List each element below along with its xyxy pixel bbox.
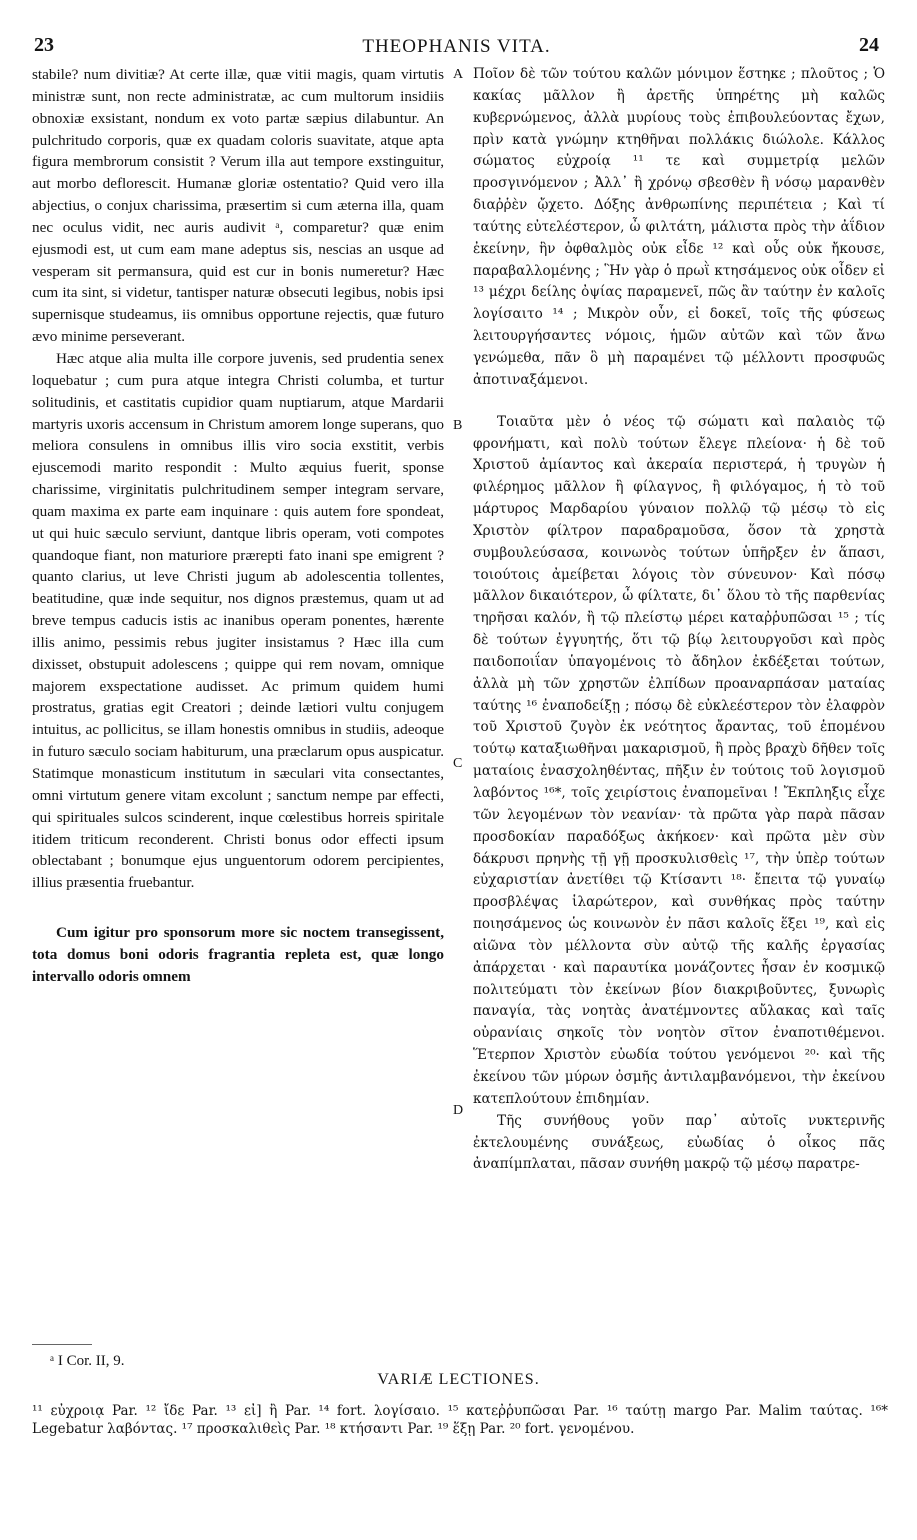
page-header: [34, 34, 879, 60]
variae-lectiones-notes: ¹¹ εὐχροιᾳ Par. ¹² ἴδε Par. ¹³ εἰ] ἢ Par. ¹⁴ fort. λογίσαιο. ¹⁵ κατεῤῥυπῶσαι Par. ¹⁶ ταύτῃ margo Par. Malim ταύτας. ¹⁶* Legebatur λαβόντας. ¹⁷ προσκαλιθεὶς Par. ¹⁸ κτήσαντι Par. ¹⁹ ἕξῃ Par. ²⁰ fort. γενομένου.: [32, 1403, 888, 1437]
latin-paragraph-2: Hæc atque alia multa ille corpore juvenis, sed prudentia senex loquebatur ; cum pura atque integra Christi columba, et turtur solitudinis, et castitatis cupidior quam nuptiarum, atque Mardarii martyris uxoris accensum in Christum amorem longe superans, quo meliora consulens in omnibus illis viro socia exstitit, verbis ejuscemodi marito respondit : Multo æquius fuerit, sponse charissime, virginitatis pulchritudinem semper integram servare, quam maxima ex parte eam inquinare : quis autem fore spondeat, ut qui huic sæculo serviunt, dantque libris operam, voti compotes quandoque fiant, non maturiore prærepti fato inani spe emigrent ? quanto clarius, ut leve Christi jugum ab adolescentia tollentes, beatitudine, quæ inde sequitur, nos dignos præstemus, quam ut ad breve tempus caducis istis ac inanibus operam ponentes, hærente illis animo, pessimis rebus jugiter insistamus ? Hæc illa cum dixisset, obstupuit adolescens ; quippe qui rem novam, omnique majorem exspectatione audisset. Ac primum quidem humi prostratus, gratias egit Creatori ; deinde lætiori vultu conjugem intuitus, ac pollicitus, se illam honestis omnibus in studiis, adeoque in futuro sæculo sociam habiturum, una præclarum opus auspicatur. Statimque monasticum institutum in sæculari vita consectantes, omni virtutum genere vitam excolunt ; sanctum nempe par effecti, qui spirituales sulcos scinderent, inque cœlestibus horreis spiritale itidem triticum reconderent. Christi bonus odor effecti ipsum oblectabant ; bonumque ejus unguentorum odorem percipientes, illius præsentia fruebantur.: [32, 349, 444, 892]
greek-column: [473, 64, 885, 1176]
margin-letter-d: D: [453, 1103, 464, 1118]
right-page-number: 24: [859, 34, 879, 56]
latin-paragraph-1: stabile? num divitiæ? At certe illæ, quæ vitii magis, quam virtutis ministræ sunt, non recte administratæ, ac cum multorum insidiis obnoxiæ exsistant, nondum ex voto partæ sæpius dilabuntur. An pulchritudo corporis, quæ ex quadam coloris suavitate, atque apta figura membrorum consistit ? Verum illa aut tempore exstinguitur, aut morbo deflorescit. Humanæ gloriæ ostentatio? Quid vero illa abjectius, o conjux charissima, præsertim si cum æterna illa, quam nec oculus vidit, nec auris audivit ᵃ, comparetur? quæ enim ejusmodi est, ut cum eam mane adeptus sis, nescias an usque ad vesperam sit permansura, quid est cur in bonis numeretur? Hæc cum ita sint, si videtur, tantisper naturæ obsecuti legibus, nobis ipsi supernisque studeamus, iis omnibus opportune rejectis, quæ futuro ævo minime perseverant.: [32, 66, 444, 346]
latin-column: [32, 64, 444, 988]
left-page-number: 23: [34, 34, 54, 56]
running-title: THEOPHANIS VITA.: [362, 36, 551, 57]
greek-paragraph-1: Ποῖον δὲ τῶν τούτου καλῶν μόνιμον ἕστηκε ; πλοῦτος ; Ὁ κακίας μᾶλλον ἢ ἀρετῆς ὑπηρέτης μὴ καλῶς κυβερνώμενος, ἀλλὰ μυρίους τοὺς ἐπιβουλεύοντας ἔχων, πρὶν κατὰ γνώμην κτηθῆναι πολλάκις διώλολε. Κάλλος σώματος εὐχροίᾳ ¹¹ τε καὶ συμμετρίᾳ μελῶν προσγινόμενον ; Ἀλλ᾽ ἢ χρόνῳ σβεσθὲν ἢ νόσῳ μαρανθὲν διαῤῥὲν ᾤχετο. Δόξης ἀνθρωπίνης περιπέτεια ; Καὶ τί ταύτης εὐτελέστερον, ὦ φιλτάτη, μάλιστα πρὸς τὴν ἀΐδιον ἐκείνην, ἣν ὀφθαλμὸς οὐκ εἶδε ¹² καὶ οὖς οὐκ ἤκουσε, παραβαλλομένης ; Ἣν γὰρ ὁ πρωῒ κτησάμενος οὐκ οἶδεν εἰ ¹³ μέχρι δείλης ὀψίας παραμενεῖ, πῶς ἂν ταύτην ἐν καλοῖς λογίσαιτο ¹⁴ ; Μικρὸν οὖν, εἰ δοκεῖ, τοῖς τῆς φύσεως λειτουργήσαντες νόμοις, ἡμῶν αὐτῶν καὶ τῶν ἄνω γενώμεθα, πᾶν ὃ μὴ παραμένει τῷ μέλλοντι προσφυῶς ἀποτιναξάμενοι.: [473, 66, 885, 388]
margin-letter-b: B: [453, 418, 463, 433]
latin-paragraph-3: Cum igitur pro sponsorum more sic noctem transegissent, tota domus boni odoris fragrantia repleta est, quæ longo intervallo odoris omnem: [32, 924, 444, 985]
greek-paragraph-3: Τῆς συνήθους γοῦν παρ᾽ αὐτοῖς νυκτερινῆς ἐκτελουμένης συνάξεως, εὐωδίας ὁ οἶκος πᾶς ἀναπίμπλαται, πᾶσαν συνήθη μακρῷ τῷ μέσῳ παρατρε-: [473, 1112, 885, 1173]
footnote: ᵃ I Cor. II, 9.: [50, 1353, 125, 1369]
margin-letter-c: C: [453, 756, 463, 771]
footnote-rule: [32, 1344, 92, 1345]
margin-letter-a: A: [453, 67, 464, 82]
greek-paragraph-2: Τοιαῦτα μὲν ὁ νέος τῷ σώματι καὶ παλαιὸς τῷ φρονήματι, καὶ πολὺ τούτων ἔλεγε πλείονα· ἡ δὲ τοῦ Χριστοῦ ἀμίαντος καὶ ἀκεραία περιστερά, ἡ τρυγὼν ἡ φιλέρημος μᾶλλον ἢ φίλαγνος, ἢ φιλόγαμος, ἡ τὸ τοῦ μάρτυρος Μαρδαρίου γύναιον πολλῷ τῷ μέσῳ τὸ εἰς Χριστὸν φίλτρον παραδραμοῦσα, ὅσον τὰ χρηστὰ συμβουλεύσασα, κοινωνὸς τούτων ὑπῆρξεν ἐν ἅπασι, τοιούτοις ἀμείβεται λόγοις τὸν σύνευνον· Καὶ πόσῳ μᾶλλον δικαιότερον, ὦ φίλτατε, δι᾽ ὅλου τὸ τῆς παρθενίας τηρῆσαι καλόν, ἢ τῷ πλείστῳ μέρει καταῤῥυπῶσαι ¹⁵ ; τίς δὲ τούτων ἐγγυητής, ὅτι τῷ βίῳ λειτουργοῦσι καὶ πρὸς παιδοποιΐαν ὑπαγομένοις τὸ ἄδηλον ἐκδέξεται τούτων, ἀλλὰ μὴ τῶν χρηστῶν ἐλπίδων προαναρπάσαν ματαίας ταύτης ¹⁶ ἐναποδείξῃ ; πόσῳ δὲ εὐκλεέστερον τὸν ἐλαφρὸν τοῦ Χριστοῦ ζυγὸν ἐκ νεότητος ἄραντας, τοῦ ἑπομένου τούτῳ καταξιωθῆναι μακαρισμοῦ, ἢ πρὸς βραχὺ δῆθεν τοῖς ματαίοις ἐνασχοληθέντας, πῆξιν ἐν τούτοις τοῦ λογισμοῦ λαβόντος ¹⁶*, τοῖς χειρίστοις ἐναπομεῖναι ! Ἔκπληξις εἶχε τῶν λεγομένων τὸν νεανίαν· τὰ πρῶτα γὰρ παρὰ πᾶσαν προσδοκίαν παραδόξως ἀκήκοεν· καὶ πρῶτα μὲν σὺν δάκρυσι πρηνὴς τῇ γῇ προσκυλισθεὶς ¹⁷, τὴν ὑπὲρ τούτων εὐχαριστίαν ἀνετίθει τῷ Κτίσαντι ¹⁸· ἔπειτα τῷ γυναίῳ προσβλέψας ἱλαρώτερον, καὶ συνθήκας πρὸς ταύτην ποιησάμενος ὡς κοινωνὸν ἐν πᾶσι καλοῖς ἕξει ¹⁹, καὶ εἰς αἰῶνα τὸν μέλλοντα σὺν αὐτῷ τῆς καλῆς ἐργασίας ἀπάρχεται · καὶ παραυτίκα μονάζοντες ἦσαν ἐν κοσμικῷ πολιτεύματι τὸν ἐκείνων βίον διακριβοῦντες, ξυνωρὶς παναγία, τὰς νοητὰς ἀνατέμνοντες αὔλακας καὶ ταῖς οὐρανίαις σηκοῖς τὸν νοητὸν σῖτον ἐναποτιθέμενοι. Ἕτερπον Χριστὸν εὐωδία τούτου γενόμενοι ²⁰· καὶ τῆς ἐκείνου τῶν μύρων ὀσμῆς ἀντιλαμβανόμενοι, τὴν ἐκείνου κατεπλούτουν ἐπιδημίαν.: [473, 413, 885, 1107]
variae-lectiones-title: VARIÆ LECTIONES.: [377, 1371, 540, 1388]
